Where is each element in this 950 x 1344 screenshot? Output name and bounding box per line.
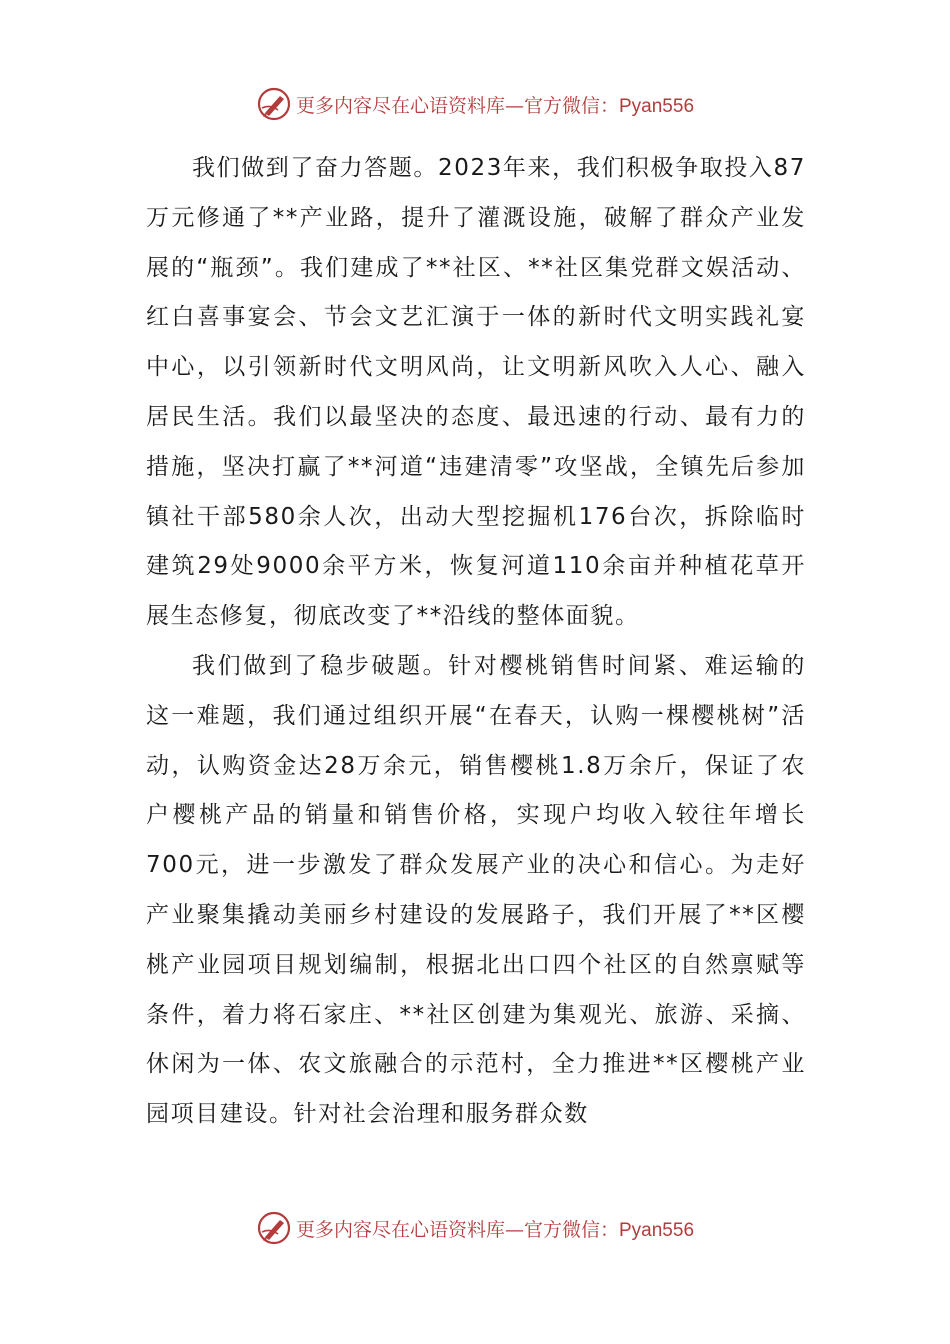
pen-logo-icon [256,1210,292,1246]
header-watermark [0,84,950,124]
watermark-text [296,91,694,118]
watermark-site: 更多内容尽在心语资料库 [295,1218,505,1241]
pen-logo-icon [256,86,292,122]
watermark-dash: — [504,94,524,117]
watermark-wechat-id: Pyan556 [619,1219,695,1241]
watermark-text [296,1215,694,1242]
document-body [146,144,806,1140]
watermark-wechat-label: 官方微信： [523,94,619,117]
watermark-wechat-label: 官方微信： [523,1218,619,1241]
paragraph-1: 我们做到了奋力答题。2023年来，我们积极争取投入87万元修通了**产业路，提升了灌溉设施，破解了群众产业发展的“瓶颈”。我们建成了**社区、**社区集党群文娱活动、红白喜事宴会、节会文艺汇演于一体的新时代文明实践礼宴中心，以引领新时代文明风尚，让文明新风吹入人心、融入居民生活。我们以最坚决的态度、最迅速的行动、最有力的措施，坚决打赢了**河道“违建清零”攻坚战，全镇先后参加镇社干部580余人次，出动大型挖掘机176台次，拆除临时建筑29处9000余平方米，恢复河道110余亩并种植花草开展生态修复，彻底改变了**沿线的整体面貌。 [146,155,806,630]
watermark-dash: — [504,1218,524,1241]
paragraph-2: 我们做到了稳步破题。针对樱桃销售时间紧、难运输的这一难题，我们通过组织开展“在春天，认购一棵樱桃树”活动，认购资金达28万余元，销售樱桃1.8万余斤，保证了农户樱桃产品的销量和销售价格，实现户均收入较往年增长700元，进一步激发了群众发展产业的决心和信心。为走好产业聚集撬动美丽乡村建设的发展路子，我们开展了**区樱桃产业园项目规划编制，根据北出口四个社区的自然禀赋等条件，着力将石家庄、**社区创建为集观光、旅游、采摘、休闲为一体、农文旅融合的示范村，全力推进**区樱桃产业园项目建设。针对社会治理和服务群众数 [146,652,806,1128]
footer-watermark [0,1208,950,1248]
watermark-wechat-id: Pyan556 [619,95,695,117]
watermark-site: 更多内容尽在心语资料库 [295,94,505,117]
